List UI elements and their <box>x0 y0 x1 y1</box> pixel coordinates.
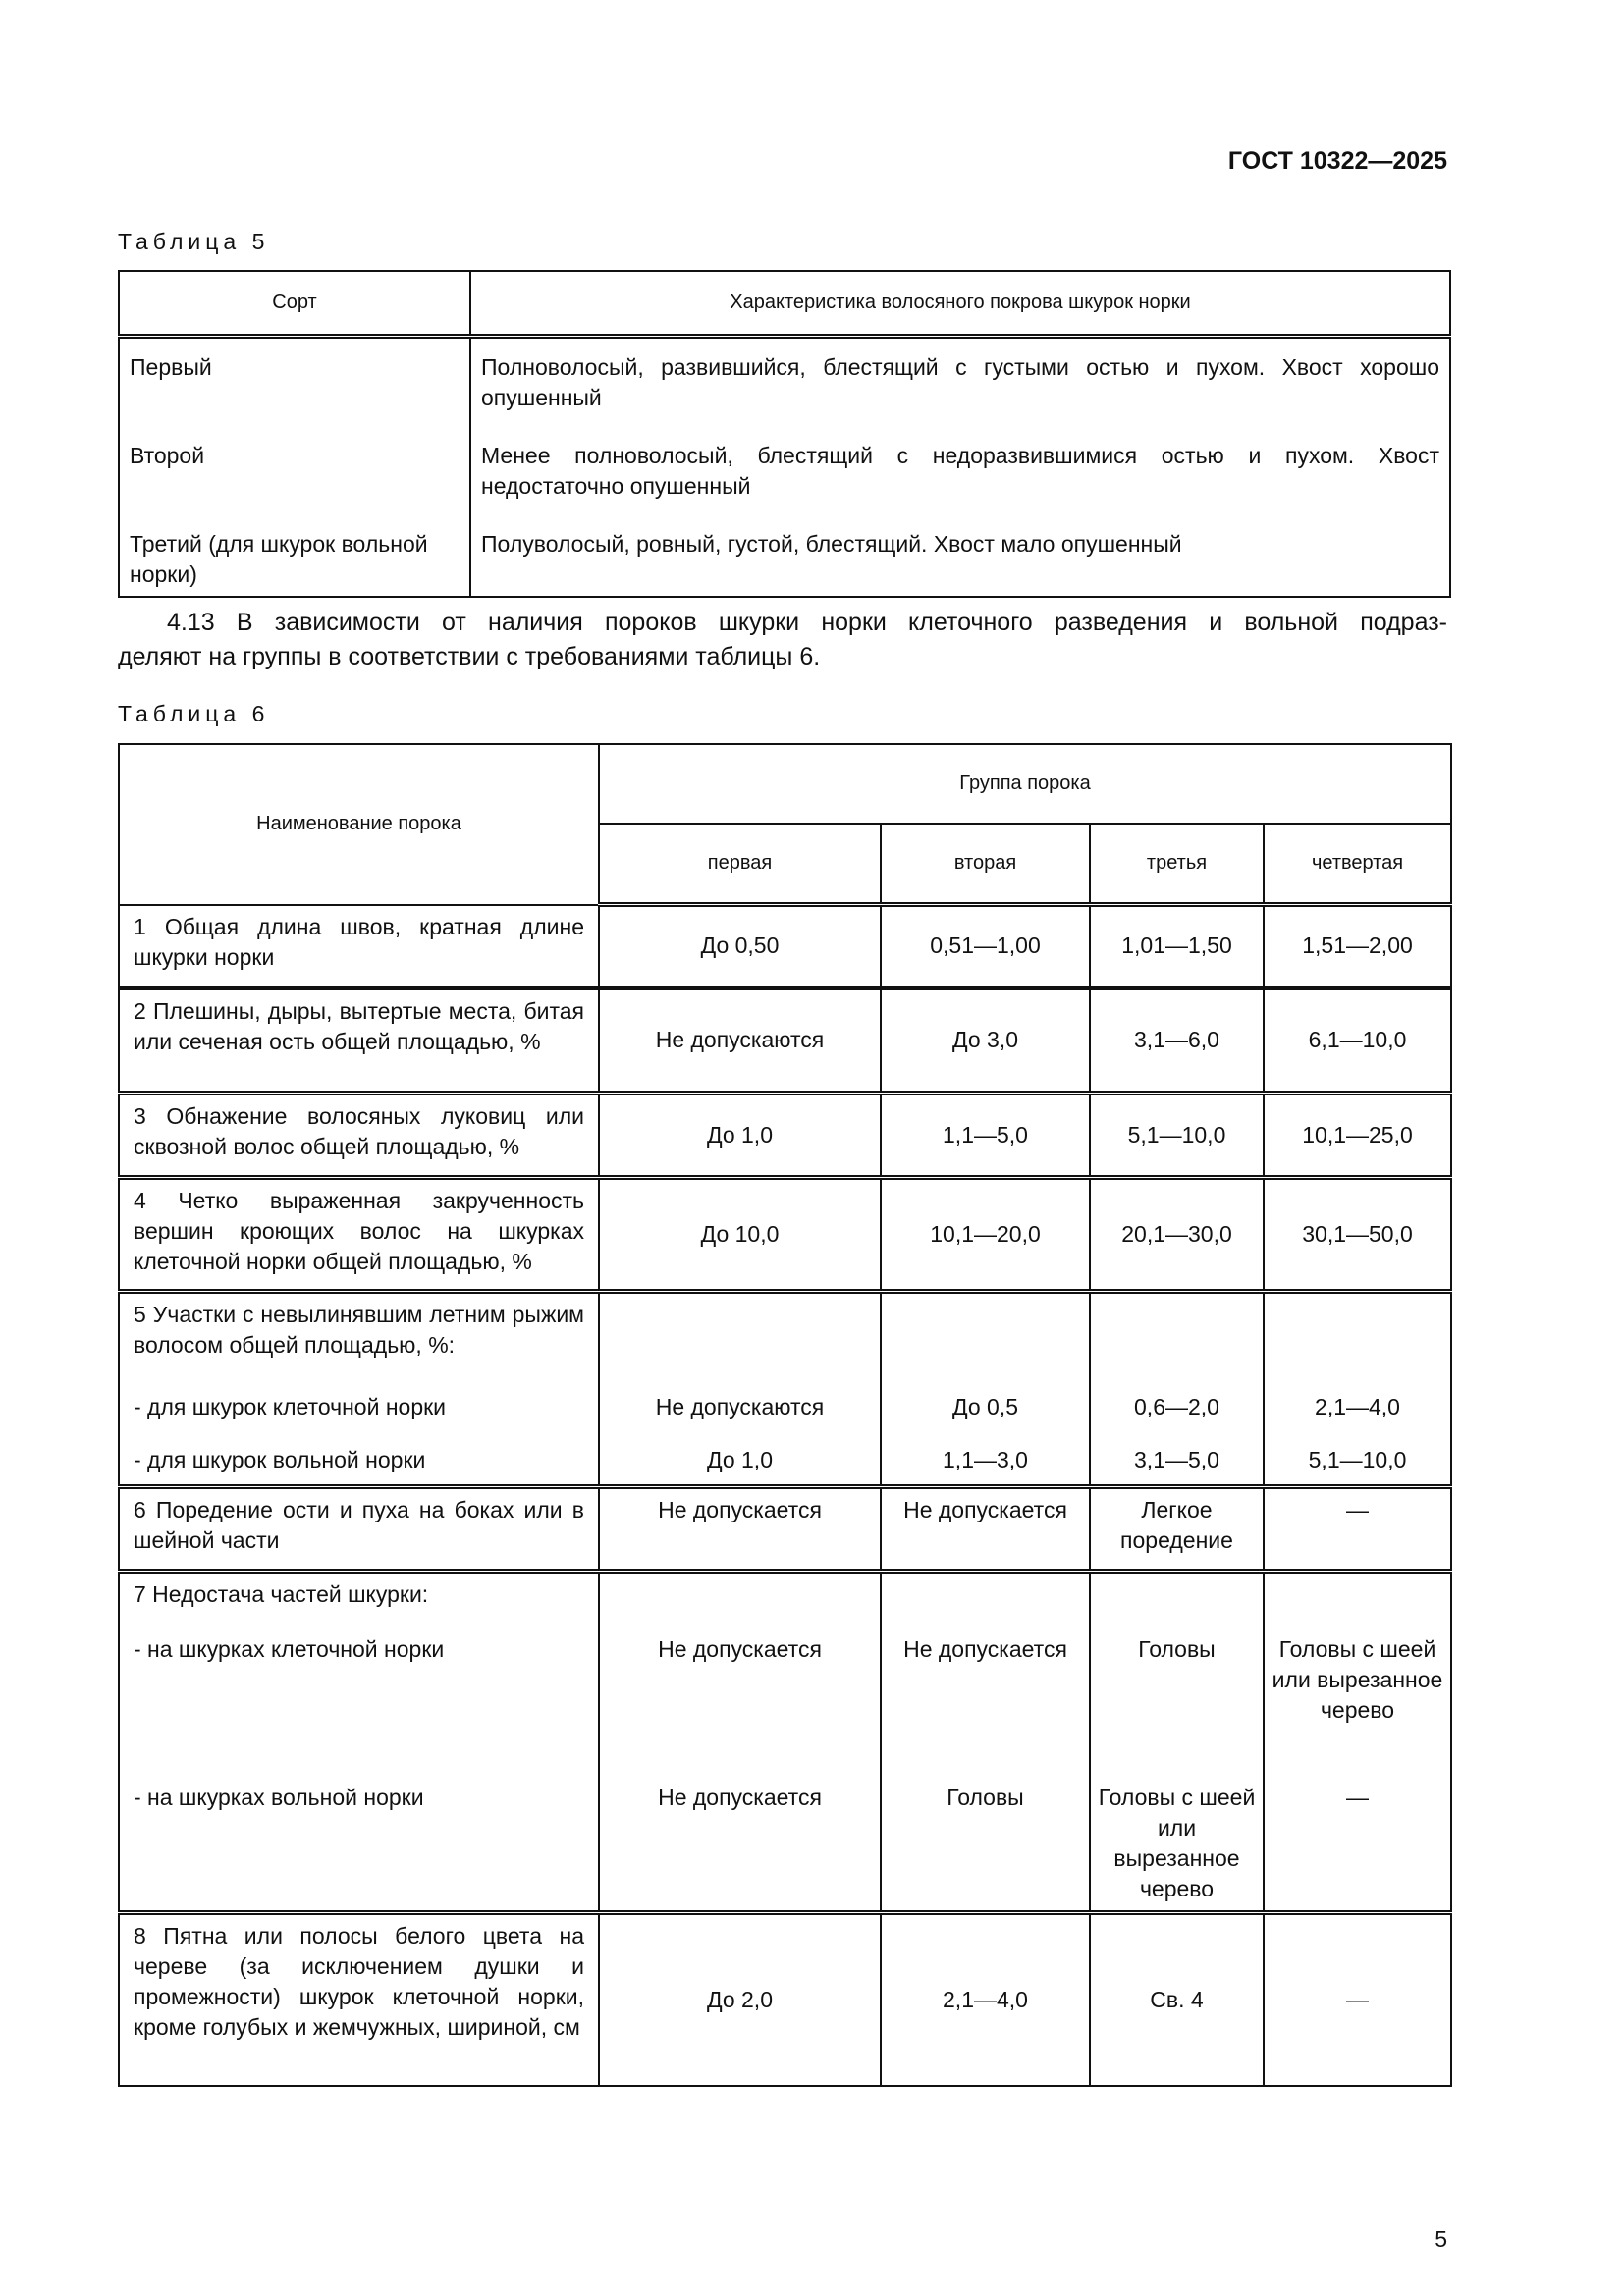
t6-value: Головы с шеей или вырезанное черево <box>1272 1635 1443 1723</box>
t6-sub-label: - для шкурок вольной норки <box>134 1446 426 1472</box>
t6-value: 20,1—30,0 <box>1090 1177 1264 1291</box>
t6-value: 3,1—5,0 <box>1134 1446 1219 1472</box>
table5-caption: Таблица 5 <box>118 229 270 254</box>
t6-header-name: Наименование порока <box>119 744 599 905</box>
t6-value: — <box>1264 1486 1451 1571</box>
t6-value-cell <box>881 1571 1090 1912</box>
t6-value: До 10,0 <box>599 1177 881 1291</box>
t6-value: До 1,0 <box>707 1446 773 1472</box>
t6-value: 2,1—4,0 <box>1315 1393 1400 1419</box>
table-row <box>119 1912 1451 2086</box>
t6-header-group-3: третья <box>1090 824 1264 905</box>
t6-defect-title: 5 Участки с невылинявшим летним рыжим волосом общей площадью, %: <box>134 1301 584 1358</box>
t6-value: Головы <box>1138 1635 1216 1662</box>
t5-grade: Третий (для шкурок вольной норки) <box>119 523 470 597</box>
t6-header-group-2: вторая <box>881 824 1090 905</box>
t5-description: Полуволосый, ровный, густой, блестящий. Хвост мало опушенный <box>470 523 1450 597</box>
t6-value: Не допускается <box>658 1784 822 1810</box>
t6-value: Не допускаются <box>599 988 881 1093</box>
t6-value: — <box>1346 1784 1370 1810</box>
t6-value: Не допускается <box>599 1486 881 1571</box>
t6-value: До 3,0 <box>881 988 1090 1093</box>
t6-value: До 0,5 <box>952 1393 1018 1419</box>
t5-header-description: Характеристика волосяного покрова шкурок норки <box>470 271 1450 337</box>
table6-caption: Таблица 6 <box>118 701 270 726</box>
t6-value-cell <box>881 1291 1090 1486</box>
t6-value: 5,1—10,0 <box>1090 1093 1264 1177</box>
t6-value: 2,1—4,0 <box>881 1912 1090 2086</box>
t6-defect-name: 8 Пятна или полосы белого цвета на череве (за исключением душки и промежности) шкурок клеточной норки, кроме голубых и жемчужных, шириной, см <box>119 1912 599 2086</box>
t6-value: 5,1—10,0 <box>1308 1446 1407 1472</box>
t6-value: 30,1—50,0 <box>1264 1177 1451 1291</box>
table-row <box>119 523 1450 597</box>
t6-value-cell <box>599 1291 881 1486</box>
t6-value: 0,6—2,0 <box>1134 1393 1219 1419</box>
table-6 <box>118 743 1452 2087</box>
table-row <box>119 435 1450 523</box>
table-row <box>119 1093 1451 1177</box>
table-5 <box>118 270 1451 598</box>
t6-value: Св. 4 <box>1090 1912 1264 2086</box>
t6-defect-name: 6 Поредение ости и пуха на боках или в шейной части <box>119 1486 599 1571</box>
t6-header-group: Группа порока <box>599 744 1451 824</box>
t6-sub-label: - на шкурках вольной норки <box>134 1784 424 1810</box>
t6-value: 0,51—1,00 <box>881 905 1090 988</box>
t6-value: 3,1—6,0 <box>1090 988 1264 1093</box>
t6-defect-name: 1 Общая длина швов, кратная длине шкурки норки <box>119 905 599 988</box>
t6-value: До 0,50 <box>599 905 881 988</box>
t6-value-cell <box>1090 1291 1264 1486</box>
t6-value: 10,1—20,0 <box>881 1177 1090 1291</box>
t5-grade: Первый <box>119 337 470 436</box>
paragraph-line: деляют на группы в соответствии с требованиями таблицы 6. <box>118 643 821 670</box>
t5-description: Полноволосый, развившийся, блестящий с густыми остью и пухом. Хвост хорошо опушенный <box>470 337 1450 436</box>
t6-value: 1,1—3,0 <box>943 1446 1028 1472</box>
t6-defect-name <box>119 1291 599 1486</box>
table-row <box>119 1571 1451 1912</box>
t5-grade: Второй <box>119 435 470 523</box>
t6-value: Не допускается <box>658 1635 822 1662</box>
t6-value-cell <box>1264 1291 1451 1486</box>
t5-description: Менее полноволосый, блестящий с недоразвившимися остью и пухом. Хвост недостаточно опушенный <box>470 435 1450 523</box>
table-row <box>119 337 1450 436</box>
paragraph-line: 4.13 В зависимости от наличия пороков шкурки норки клеточного разведения и вольной подраз- <box>167 609 1447 636</box>
t5-header-grade: Сорт <box>119 271 470 337</box>
t6-value: 6,1—10,0 <box>1264 988 1451 1093</box>
t6-value: Не допускается <box>903 1635 1067 1662</box>
t6-sub-label: - для шкурок клеточной норки <box>134 1393 447 1419</box>
t6-header-group-4: четвертая <box>1264 824 1451 905</box>
t6-defect-name: 4 Четко выраженная закрученность вершин кроющих волос на шкурках клеточной норки общей площадью, % <box>119 1177 599 1291</box>
table-row <box>119 1486 1451 1571</box>
t6-defect-name <box>119 1571 599 1912</box>
t6-sub-label: - на шкурках клеточной норки <box>134 1635 445 1662</box>
t6-value: 1,01—1,50 <box>1090 905 1264 988</box>
t6-value: До 1,0 <box>599 1093 881 1177</box>
t6-value-cell <box>1264 1571 1451 1912</box>
t6-value: До 2,0 <box>599 1912 881 2086</box>
t6-value-cell <box>599 1571 881 1912</box>
table-row <box>119 988 1451 1093</box>
t6-value: Не допускаются <box>655 1393 825 1419</box>
table-row <box>119 1177 1451 1291</box>
t6-value: — <box>1264 1912 1451 2086</box>
t6-defect-title: 7 Недостача частей шкурки: <box>134 1580 429 1607</box>
t6-value-cell <box>1090 1571 1264 1912</box>
t6-defect-name: 3 Обнажение волосяных луковиц или сквозной волос общей площадью, % <box>119 1093 599 1177</box>
t6-value: 1,51—2,00 <box>1264 905 1451 988</box>
t6-value: Головы <box>947 1784 1024 1810</box>
t6-defect-name: 2 Плешины, дыры, вытертые места, битая или сеченая ость общей площадью, % <box>119 988 599 1093</box>
page-number: 5 <box>1435 2226 1447 2252</box>
table-row <box>119 1291 1451 1486</box>
standard-number: ГОСТ 10322—2025 <box>1227 147 1447 175</box>
t6-header-group-1: первая <box>599 824 881 905</box>
t6-value: 10,1—25,0 <box>1264 1093 1451 1177</box>
t6-value: 1,1—5,0 <box>881 1093 1090 1177</box>
t6-value: Не допускается <box>881 1486 1090 1571</box>
t6-value: Легкое поредение <box>1090 1486 1264 1571</box>
table-row <box>119 905 1451 988</box>
paragraph-4-13 <box>118 606 1447 674</box>
t6-value: Головы с шеей или вырезанное черево <box>1098 1784 1256 1901</box>
